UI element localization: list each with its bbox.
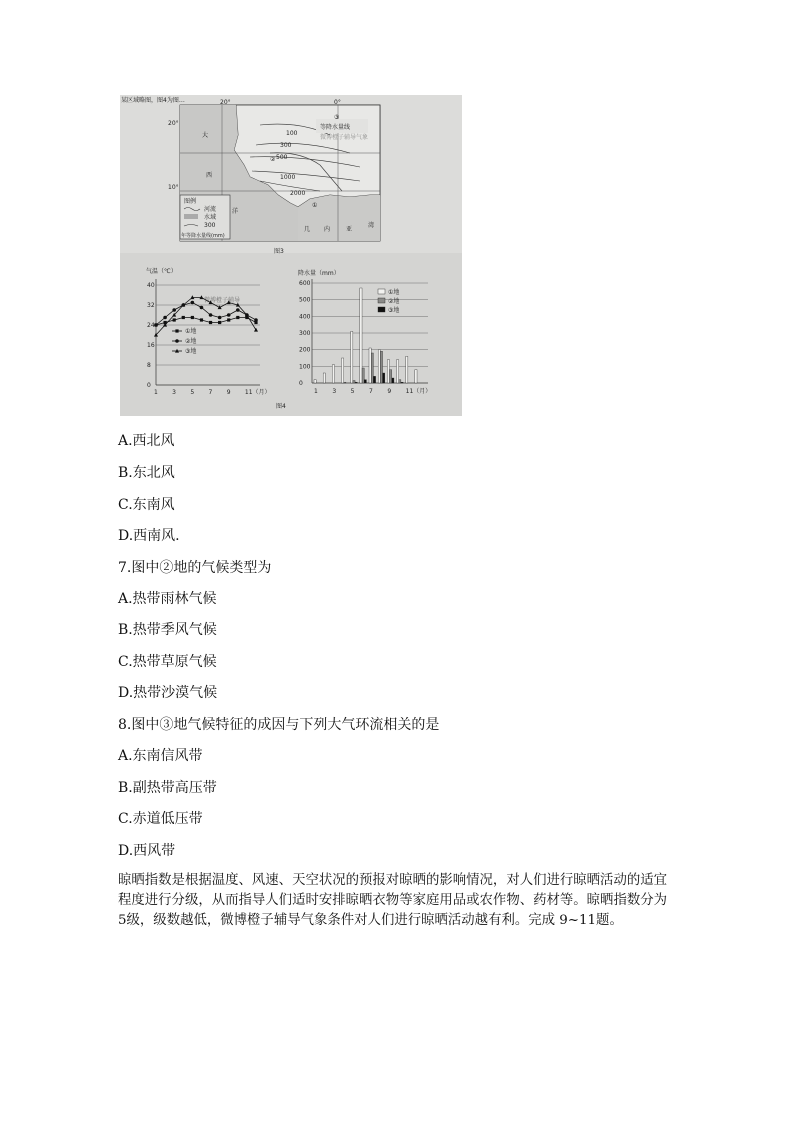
precip-bar <box>397 360 399 383</box>
map-gulf-label: 亚 <box>346 226 353 233</box>
temp-point <box>209 321 212 324</box>
precip-bar <box>351 331 353 383</box>
temp-point <box>218 321 221 324</box>
map-caption: 图3 <box>274 248 284 255</box>
precip-x-tick: 3 <box>332 388 337 395</box>
temp-point <box>218 316 222 320</box>
precip-x-tick: 1 <box>314 388 318 395</box>
temp-point <box>172 308 176 312</box>
map-legend <box>180 195 230 239</box>
temp-y-tick: 8 <box>147 362 151 369</box>
exam-figure-photo <box>120 95 462 416</box>
temp-y-tick: 0 <box>147 382 151 389</box>
temp-point <box>191 301 195 305</box>
precip-bar <box>360 288 362 383</box>
precip-y-tick: 0 <box>299 380 303 387</box>
temp-x-tick: 3 <box>172 389 177 396</box>
mirrored-text: 等降水量线 <box>320 124 351 131</box>
temp-legend-label: ③地 <box>185 348 197 355</box>
precip-bar <box>378 350 380 383</box>
precip-bar <box>323 373 325 383</box>
precip-y-tick: 100 <box>299 363 311 371</box>
chart-caption: 图4 <box>276 403 286 410</box>
temp-point <box>191 316 194 319</box>
temp-y-tick: 32 <box>147 302 155 309</box>
map-point-mark: ① <box>312 202 318 209</box>
map-ocean-label: 大 <box>202 132 209 139</box>
q7-option-b[interactable]: B.热带季风气候 <box>118 622 217 638</box>
temp-y-tick: 40 <box>147 282 155 289</box>
precip-bar <box>371 353 373 383</box>
map-ocean-label: 西 <box>206 172 213 179</box>
precip-x-tick: 5 <box>350 388 355 395</box>
legend-note: 年等降水量线(mm) <box>181 233 225 239</box>
precip-bar <box>399 380 401 383</box>
q7-option-a[interactable]: A.热带雨林气候 <box>118 591 217 607</box>
map-gulf-label: 几 <box>304 226 311 233</box>
map-lat-label: 20° <box>168 120 179 127</box>
precip-bar <box>406 356 408 383</box>
q6-option-c[interactable]: C.东南风 <box>118 497 175 513</box>
precip-bar <box>415 370 417 383</box>
temp-point <box>227 313 231 317</box>
precip-x-tick: 7 <box>369 388 373 395</box>
temp-y-tick: 16 <box>147 342 155 349</box>
temp-x-tick: 11（月） <box>244 389 271 396</box>
precip-x-tick: 9 <box>387 388 392 395</box>
legend-isohyet: 300 <box>204 222 216 229</box>
temp-x-tick: 9 <box>226 389 231 396</box>
temp-point <box>209 313 213 317</box>
temp-legend-label: ②地 <box>185 338 197 345</box>
figure-svg <box>120 95 462 416</box>
precip-legend-swatch <box>378 289 385 294</box>
temp-point <box>200 318 203 321</box>
precip-bar <box>390 370 392 383</box>
temp-legend-marker <box>175 339 179 343</box>
map-isohyet-label: 1000 <box>280 174 296 181</box>
precip-bar <box>353 381 355 384</box>
precip-bar <box>387 360 389 383</box>
map-point-mark: ② <box>270 156 276 163</box>
q8-stem: 8.图中③地气候特征的成因与下列大气环流相关的是 <box>118 717 440 733</box>
temp-legend-label: ①地 <box>185 328 197 335</box>
q6-option-d[interactable]: D.西南风. <box>118 528 180 544</box>
precip-y-tick: 600 <box>299 280 311 287</box>
map-lon-label: 0° <box>334 99 341 106</box>
temp-point <box>236 316 239 319</box>
map-gulf-label: 内 <box>324 226 331 233</box>
precip-y-tick: 500 <box>299 296 311 304</box>
precip-bar <box>373 376 375 383</box>
temp-point <box>173 318 176 321</box>
precip-legend-label: ①地 <box>388 289 400 296</box>
temp-point <box>154 323 158 327</box>
map-lon-label: 20° <box>220 99 231 106</box>
precip-bar <box>380 351 382 383</box>
precip-bar <box>342 358 344 383</box>
precip-ylabel: 降水量（mm） <box>298 270 340 277</box>
temp-x-tick: 7 <box>208 389 213 396</box>
temp-x-tick: 1 <box>154 389 158 396</box>
q8-option-d[interactable]: D.西风带 <box>118 843 176 859</box>
map-point-mark: ③ <box>334 114 340 121</box>
map-fig3 <box>168 99 380 255</box>
map-isohyet-label: 100 <box>286 130 298 137</box>
q6-option-b[interactable]: B.东北风 <box>118 465 175 481</box>
q8-option-a[interactable]: A.东南信风带 <box>118 748 203 764</box>
temp-point <box>227 318 230 321</box>
temp-point <box>254 318 258 322</box>
precip-y-tick: 200 <box>299 346 311 354</box>
map-gulf-label: 湾 <box>368 222 375 229</box>
q7-stem: 7.图中②地的气候类型为 <box>118 560 272 576</box>
q7-option-d[interactable]: D.热带沙漠气候 <box>118 685 218 701</box>
precip-bar <box>355 382 357 383</box>
map-watermark: 微博橙子辅导气象 <box>320 134 369 141</box>
gulf-shade <box>298 195 380 241</box>
temp-watermark: 微博橙子辅导 <box>204 297 241 304</box>
precip-bar <box>344 382 346 383</box>
precip-legend-label: ②地 <box>388 298 400 305</box>
header-fragment: 某区域略图，图4为图… <box>121 97 185 104</box>
map-lat-label: 10° <box>168 184 179 191</box>
precip-x-tick: 11（月） <box>405 388 432 395</box>
map-isohyet-label: 500 <box>276 154 288 161</box>
temp-point <box>182 316 185 319</box>
precip-y-tick: 400 <box>299 313 311 321</box>
legend-title: 图例 <box>184 198 197 205</box>
precip-bar <box>383 373 385 383</box>
q7-option-c[interactable]: C.热带草原气候 <box>118 654 217 670</box>
legend-water: 水域 <box>204 214 217 221</box>
map-isohyet-label: 2000 <box>290 190 306 197</box>
passage-text: 晾晒指数是根据温度、风速、天空状况的预报对晾晒的影响情况，对人们进行晾晒活动的适宜程度进行分级，从而指导人们适时安排晾晒衣物等家庭用品或农作物、药材等。晾晒指数分为 5级，级数越低，微博橙子辅导气象条件对人们进行晾晒活动越有利。完成 9~11题。 <box>118 873 668 928</box>
temp-ylabel: 气温（℃） <box>146 268 177 275</box>
legend-river: 河流 <box>204 206 217 213</box>
q8-option-b[interactable]: B.副热带高压带 <box>118 780 217 796</box>
precip-bar <box>401 382 403 383</box>
temp-legend-marker <box>175 329 178 332</box>
temp-x-tick: 5 <box>190 389 195 396</box>
temp-point <box>236 308 240 312</box>
map-isohyet-label: 300 <box>280 142 292 149</box>
precip-bar <box>332 365 334 383</box>
precip-bar <box>314 380 316 383</box>
temp-y-tick: 24 <box>147 322 155 329</box>
precip-legend-label: ③地 <box>388 307 400 314</box>
precip-bar <box>364 380 366 383</box>
map-ocean-label: 洋 <box>232 208 239 215</box>
precip-bar <box>369 348 371 383</box>
precip-bar <box>362 368 364 383</box>
temp-point <box>163 316 167 320</box>
precip-legend-swatch <box>378 298 385 303</box>
q6-option-a[interactable]: A.西北风 <box>118 433 175 449</box>
precip-y-tick: 300 <box>299 330 311 337</box>
temp-point <box>200 306 204 310</box>
precip-bar <box>392 378 394 383</box>
q8-option-c[interactable]: C.赤道低压带 <box>118 811 203 827</box>
precip-legend-swatch <box>378 307 385 312</box>
